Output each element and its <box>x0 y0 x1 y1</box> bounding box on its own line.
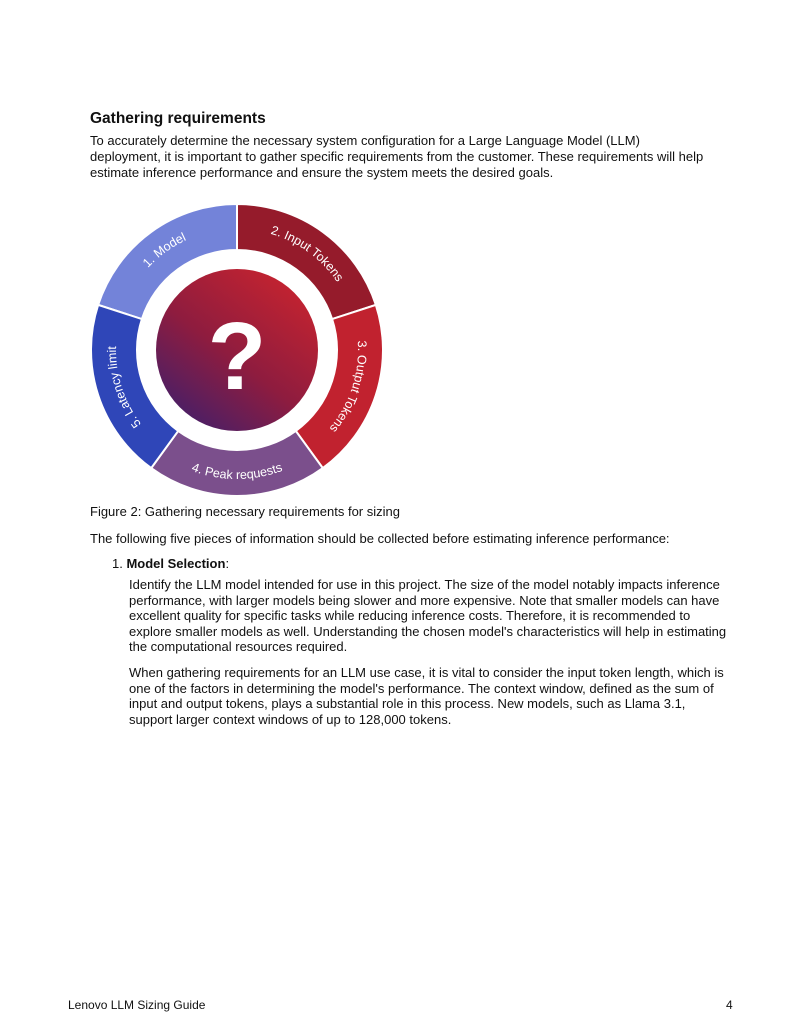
intro-paragraph: To accurately determine the necessary system configuration for a Large Language Model (LLM) deployment, it is important to gather specific requirements from the customer. These requirements will help estimate inference performance and ensure the system meets the desired goals. <box>90 133 704 180</box>
wheel-segment-label-text: 5. Latency limit <box>104 346 144 431</box>
list-item-paragraph: Identify the LLM model intended for use in this project. The size of the model notably impacts inference performance, with larger models being slower and more expensive. Note that smaller models can have excellent quality for specific tasks while reducing inference costs. Therefore, it is recommended to explore smaller models as well. Understanding the chosen model's characteristics will help in estimating the computational resources required. <box>129 577 727 654</box>
figure-caption: Figure 2: Gathering necessary requirements for sizing <box>90 504 400 519</box>
question-mark-icon: ? <box>207 303 267 410</box>
list-lead: The following five pieces of information should be collected before estimating inference performance: <box>90 531 670 546</box>
section-heading: Gathering requirements <box>90 110 266 127</box>
wheel-segment-label-text: 2. Input Tokens <box>269 223 347 285</box>
requirements-figure <box>90 203 384 497</box>
page-number: 4 <box>726 998 733 1012</box>
wheel-segment <box>151 431 323 496</box>
footer-title: Lenovo LLM Sizing Guide <box>68 998 206 1012</box>
list-item-paragraph: When gathering requirements for an LLM use case, it is vital to consider the input token length, which is one of the factors in determining the model's performance. The context window, defined as the sum of input and output tokens, plays a substantial role in this process. New models, such as Llama 3.1, support larger context windows of up to 128,000 tokens. <box>129 665 724 727</box>
wheel-segment-label-text: 4. Peak requests <box>190 460 284 483</box>
wheel-segment-label-text: 3. Output Tokens <box>326 340 370 436</box>
list-item-number: 1. <box>112 556 123 571</box>
list-item-colon: : <box>225 556 230 571</box>
wheel-segment-label-text: 1. Model <box>140 230 188 271</box>
requirements-wheel <box>90 203 384 497</box>
list-item-heading <box>112 556 229 571</box>
list-item-title: Model Selection <box>126 556 226 571</box>
